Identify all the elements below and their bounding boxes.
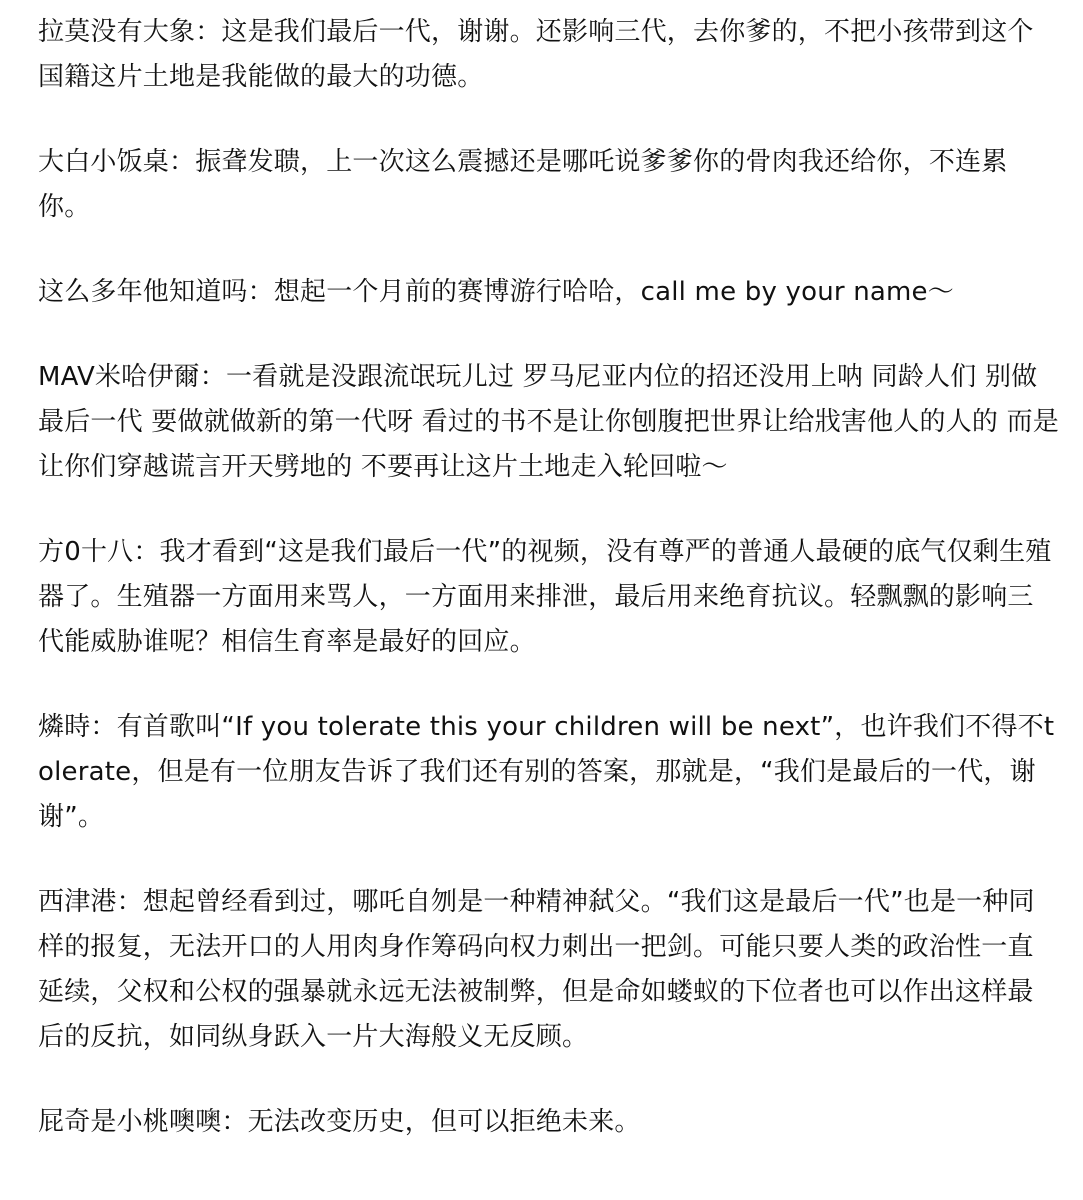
comment [38,1100,1059,1145]
comment-author: 方0十八 [38,537,134,567]
comment-text: 想起一个月前的赛博游行哈哈，call me by your name～ [273,277,954,307]
comment-author: 燐時 [38,712,91,742]
comment-text: 我才看到“这是我们最后一代”的视频，没有尊严的普通人最硬的底气仅剩生殖器了。生殖器一方面用来骂人，一方面用来排泄，最后用来绝育抗议。轻飘飘的影响三代能威胁谁呢？相信生育率是最好的回应。 [38,537,1052,657]
comment-separator: ： [199,362,226,392]
comment-author: 拉莫没有大象 [38,17,196,47]
comment-text: 有首歌叫“If you tolerate this your children will be next”，也许我们不得不tolerate，但是有一位朋友告诉了我们还有别的答案，那就是，“我们是最后的一代，谢谢”。 [38,712,1055,832]
comment [38,270,1059,315]
comment-separator: ： [195,17,222,47]
comment-text: 想起曾经看到过，哪吒自刎是一种精神弑父。“我们这是最后一代”也是一种同样的报复，无法开口的人用肉身作筹码向权力刺出一把剑。可能只要人类的政治性一直延续，父权和公权的强暴就永远无法被制弊，但是命如蝼蚁的下位者也可以作出这样最后的反抗，如同纵身跃入一片大海般义无反顾。 [38,887,1035,1052]
comment-separator: ： [116,887,143,917]
comment-author: 屁奇是小桃噢噢 [38,1107,222,1137]
comment [38,530,1059,665]
comment-author: 西津港 [38,887,117,917]
comment [38,140,1059,230]
comment-text: 无法改变历史，但可以拒绝未来。 [247,1107,641,1137]
comment [38,10,1059,100]
comment-author: 这么多年他知道吗 [38,277,248,307]
comment-separator: ： [247,277,274,307]
comment-separator: ： [133,537,160,567]
comment-text: 一看就是没跟流氓玩儿过 罗马尼亚内位的招还没用上呐 同龄人们 别做最后一代 要做就做新的第一代呀 看过的书不是让你刨腹把世界让给戕害他人的人的 而是让你们穿越谎言开天劈地的 不要再让这片土地走入轮回啦～ [38,362,1059,482]
comment [38,355,1059,490]
comment-author: MAV米哈伊爾 [38,362,200,392]
comment-author: 大白小饭桌 [38,147,170,177]
comment-separator: ： [221,1107,248,1137]
comment-text: 振聋发聩，上一次这么震撼还是哪吒说爹爹你的骨肉我还给你，不连累你。 [38,147,1008,222]
comment-text: 这是我们最后一代，谢谢。还影响三代，去你爹的，不把小孩带到这个国籍这片土地是我能做的最大的功德。 [38,17,1034,92]
comment [38,880,1059,1060]
comment-separator: ： [169,147,196,177]
comment [38,705,1059,840]
comment-separator: ： [90,712,117,742]
